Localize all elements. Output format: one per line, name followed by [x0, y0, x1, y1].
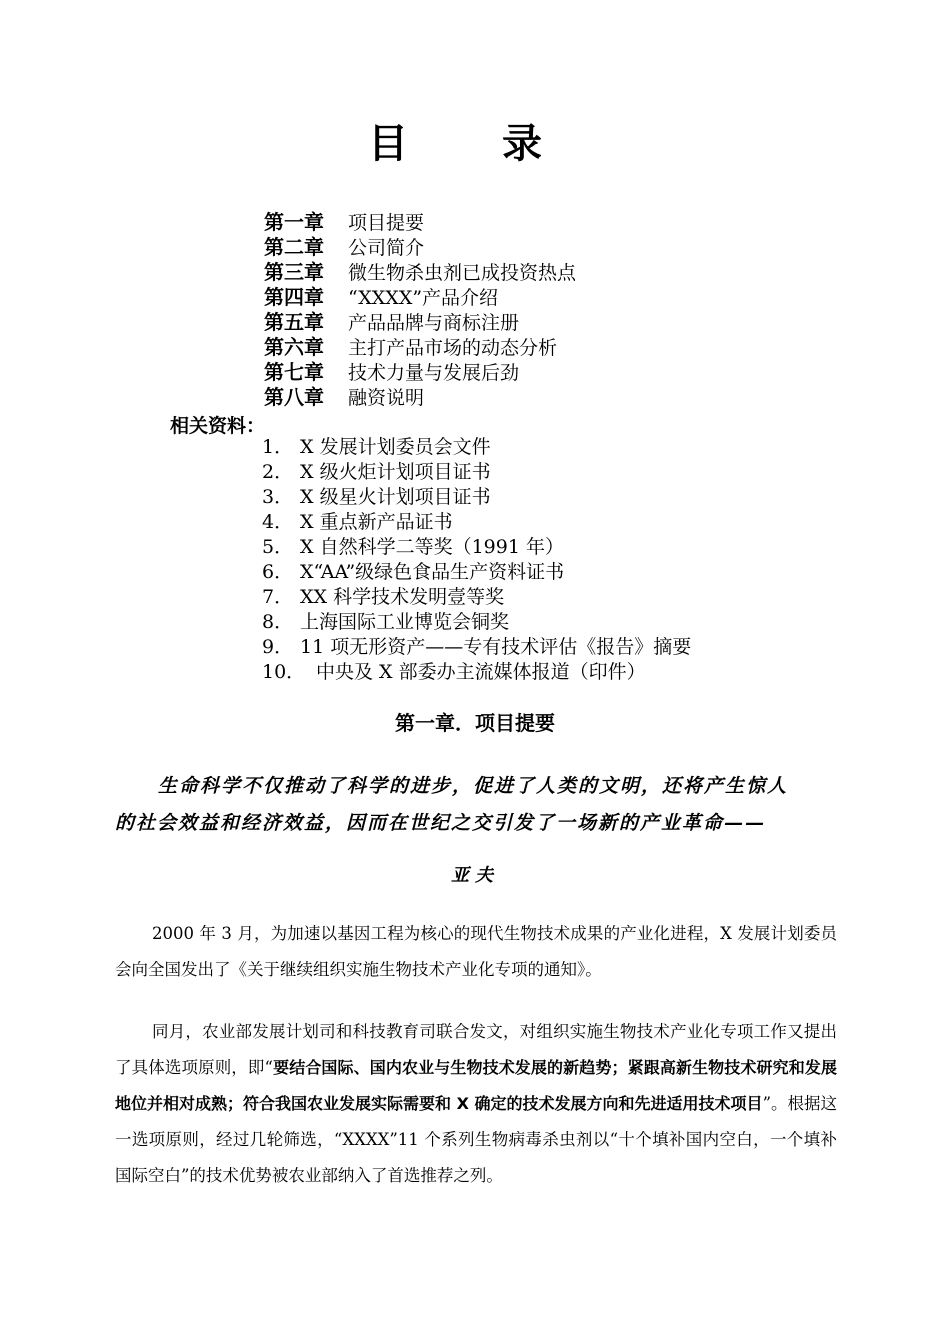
chapter-title: “XXXX”产品介绍: [348, 287, 499, 309]
chapter-number: 第一章: [264, 210, 324, 234]
material-item: [262, 435, 691, 460]
material-text: X 自然科学二等奖（1991 年）: [300, 536, 564, 558]
emphasized-text: 要结合国际、国内农业与生物技术发展的新趋势；紧跟高新生物技术研究和发展地位并相对成熟；符合我国农业发展实际需要和 X 确定的技术发展方向和先进适用技术项目: [115, 1058, 837, 1113]
material-number: 4．: [262, 511, 294, 533]
chapter-title: 融资说明: [348, 387, 425, 409]
chapter-entry: [264, 285, 576, 310]
material-number: 6．: [262, 561, 294, 583]
chapter-entry: [264, 310, 576, 335]
material-item: [262, 610, 691, 635]
material-item: [262, 635, 691, 660]
paragraph-text: 同月，农业部发展计划司和科技教育司联合发文，对组织实施生物技术产业化专项工作又提出了具体选项原则，即“: [115, 1022, 837, 1077]
toc-title: 目 录: [368, 121, 582, 167]
chapter-title: 产品品牌与商标注册: [348, 312, 520, 334]
material-text: 中央及 X 部委办主流媒体报道（印件）: [316, 661, 646, 683]
chapter1-heading: 第一章．项目提要: [395, 711, 555, 735]
epigraph-line-1: 生命科学不仅推动了科学的进步，促进了人类的文明，还将产生惊人: [158, 775, 789, 797]
material-item: [262, 585, 691, 610]
related-materials-heading: 相关资料：: [170, 415, 266, 437]
chapter-number: 第五章: [264, 310, 324, 334]
material-text: X“AA”级绿色食品生产资料证书: [300, 561, 565, 583]
material-text: X 级星火计划项目证书: [300, 486, 491, 508]
chapter-entry: [264, 335, 576, 360]
material-text: 上海国际工业博览会铜奖: [300, 611, 510, 633]
material-number: 10．: [262, 661, 306, 683]
epigraph-line-2: 的社会效益和经济效益，因而在世纪之交引发了一场新的产业革命——: [115, 812, 767, 834]
material-number: 5．: [262, 536, 294, 558]
material-text: X 级火炬计划项目证书: [300, 461, 491, 483]
material-text: X 发展计划委员会文件: [300, 436, 491, 458]
material-item: [262, 660, 691, 685]
chapter-title: 主打产品市场的动态分析: [348, 337, 558, 359]
paragraph-text: ”。根据这一选项原则，经过几轮筛选，“XXXX”11 个系列生物病毒杀虫剂以“十个填补国内空白，一个填补国际空白”的技术优势被农业部纳入了首选推荐之列。: [115, 1094, 838, 1185]
chapter-entry: [264, 260, 576, 285]
body-paragraph-1: 2000 年 3 月，为加速以基因工程为核心的现代生物技术成果的产业化进程，X 发展计划委员会向全国发出了《关于继续组织实施生物技术产业化专项的通知》。: [115, 924, 837, 979]
material-text: X 重点新产品证书: [300, 511, 453, 533]
chapter-entry: [264, 385, 576, 410]
material-item: [262, 460, 691, 485]
epigraph-author: 亚夫: [451, 865, 499, 886]
chapter-title: 公司简介: [348, 237, 425, 259]
chapter-title: 项目提要: [348, 212, 425, 234]
materials-list: [262, 435, 691, 685]
chapter-number: 第六章: [264, 335, 324, 359]
material-number: 7．: [262, 586, 294, 608]
material-number: 8．: [262, 611, 294, 633]
material-number: 3．: [262, 486, 294, 508]
material-number: 1．: [262, 436, 294, 458]
material-number: 2．: [262, 461, 294, 483]
chapter-list: [264, 210, 576, 410]
chapter-entry: [264, 235, 576, 260]
chapter-number: 第七章: [264, 360, 324, 384]
chapter-title: 微生物杀虫剂已成投资热点: [348, 262, 577, 284]
material-item: [262, 560, 691, 585]
material-number: 9．: [262, 636, 294, 658]
chapter-number: 第八章: [264, 385, 324, 409]
chapter-number: 第四章: [264, 285, 324, 309]
chapter-number: 第三章: [264, 260, 324, 284]
chapter-number: 第二章: [264, 235, 324, 259]
material-item: [262, 510, 691, 535]
chapter-entry: [264, 360, 576, 385]
material-text: 11 项无形资产——专有技术评估《报告》摘要: [300, 636, 692, 658]
chapter-entry: [264, 210, 576, 235]
chapter-title: 技术力量与发展后劲: [348, 362, 520, 384]
material-item: [262, 485, 691, 510]
body-paragraph-2: [115, 1014, 837, 1194]
material-text: XX 科学技术发明壹等奖: [300, 586, 505, 608]
material-item: [262, 535, 691, 560]
